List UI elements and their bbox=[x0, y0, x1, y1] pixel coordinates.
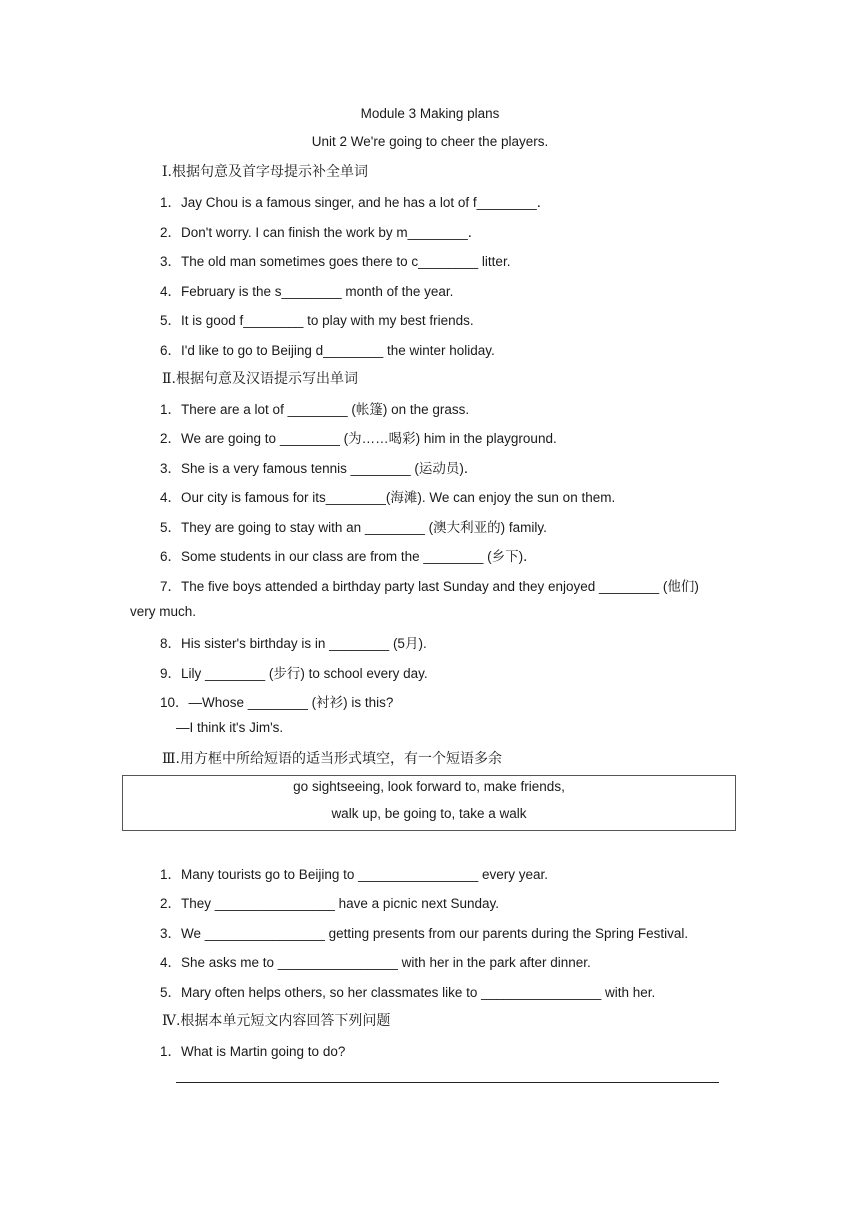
section-3-item: 2．They ________________ have a picnic next Sunday. bbox=[160, 896, 500, 911]
section-1-item: 2．Don't worry. I can finish the work by m________． bbox=[160, 225, 482, 240]
answer-line[interactable] bbox=[176, 1082, 719, 1083]
section-1-item: 6．I'd like to go to Beijing d________ the winter holiday. bbox=[160, 343, 495, 358]
section-2-item: 8．His sister's birthday is in ________ (5月). bbox=[160, 636, 427, 651]
phrase-box-line-2: walk up, be going to, take a walk bbox=[331, 806, 527, 821]
section-2-item-reply: —I think it's Jim's. bbox=[176, 720, 284, 735]
section-4-item: 1．What is Martin going to do? bbox=[160, 1044, 346, 1059]
section-2-item: 10．—Whose ________ (衬衫) is this? bbox=[160, 695, 394, 710]
section-2-item-continuation: very much. bbox=[130, 604, 197, 619]
phrase-box bbox=[122, 775, 736, 831]
section-3-item: 5．Mary often helps others, so her classmates like to ________________ with her. bbox=[160, 985, 656, 1000]
section-1-item: 4．February is the s________ month of the year. bbox=[160, 284, 454, 299]
section-3-item: 1．Many tourists go to Beijing to ________________ every year. bbox=[160, 867, 549, 882]
section-3-heading: Ⅲ.用方框中所给短语的适当形式填空，有一个短语多余 bbox=[162, 751, 502, 767]
section-2-item: 2．We are going to ________ (为……喝彩) him in the playground. bbox=[160, 431, 557, 446]
section-2-item: 9．Lily ________ (步行) to school every day. bbox=[160, 666, 428, 681]
phrase-box-line-1: go sightseeing, look forward to, make friends, bbox=[293, 779, 565, 794]
section-1-item: 5．It is good f________ to play with my best friends. bbox=[160, 313, 474, 328]
section-2-item: 4．Our city is famous for its________(海滩). We can enjoy the sun on them. bbox=[160, 490, 616, 505]
section-2-item: 7．The five boys attended a birthday party last Sunday and they enjoyed ________ (他们) bbox=[160, 579, 699, 594]
section-3-item: 4．She asks me to ________________ with her in the park after dinner. bbox=[160, 955, 591, 970]
section-1-item: 1．Jay Chou is a famous singer, and he has a lot of f________． bbox=[160, 195, 551, 210]
module-title: Module 3 Making plans bbox=[360, 106, 500, 121]
section-4-heading: Ⅳ.根据本单元短文内容回答下列问题 bbox=[162, 1013, 391, 1029]
section-3-item: 3．We ________________ getting presents from our parents during the Spring Festival. bbox=[160, 926, 689, 941]
section-2-item: 6．Some students in our class are from the ________ (乡下)． bbox=[160, 549, 537, 564]
section-1-heading: Ⅰ.根据句意及首字母提示补全单词 bbox=[162, 164, 368, 180]
section-1-item: 3．The old man sometimes goes there to c________ litter. bbox=[160, 254, 511, 269]
section-2-item: 3．She is a very famous tennis ________ (运动员)． bbox=[160, 461, 478, 476]
section-2-item: 1．There are a lot of ________ (帐篷) on the grass. bbox=[160, 402, 470, 417]
unit-title: Unit 2 We're going to cheer the players. bbox=[311, 134, 549, 149]
section-2-item: 5．They are going to stay with an ________ (澳大利亚的) family. bbox=[160, 520, 547, 535]
section-2-heading: Ⅱ.根据句意及汉语提示写出单词 bbox=[162, 371, 358, 387]
